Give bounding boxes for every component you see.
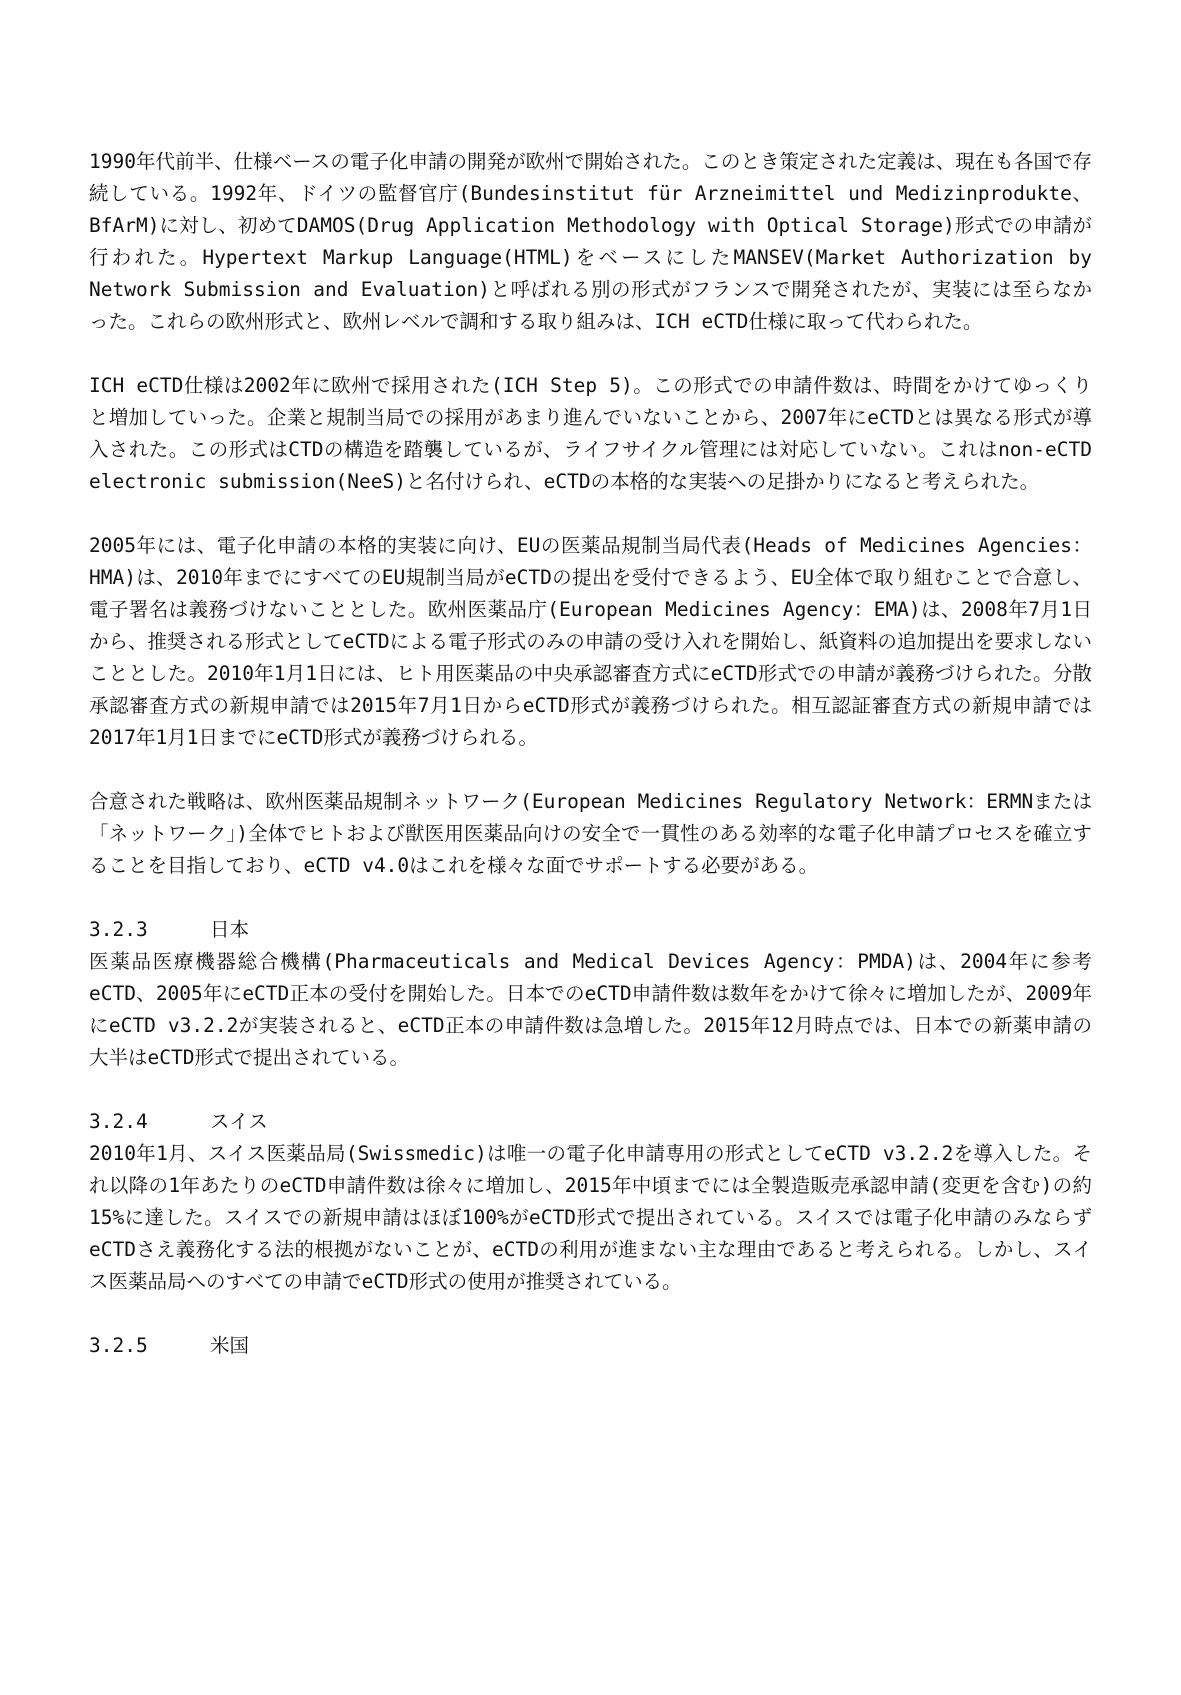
section-number: 3.2.4 [89, 1110, 148, 1133]
section-heading [89, 914, 1092, 946]
paragraph-eu-mandate: 2005年には、電子化申請の本格的実装に向け、EUの医薬品規制当局代表(Heads of Medicines Agencies：HMA)は、2010年までにすべてのEU規制当局がeCTDの提出を受付できるよう、EU全体で取り組むことで合意し、電子署名は義務づけないこととした。欧州医薬品庁(European Medicines Agency：EMA)は、2008年7月1日から、推奨される形式としてeCTDによる電子形式のみの申請の受け入れを開始し、紙資料の追加提出を要求しないこととした。2010年1月1日には、ヒト用医薬品の中央承認審査方式にeCTD形式での申請が義務づけられた。分散承認審査方式の新規申請では2015年7月1日からeCTD形式が義務づけられた。相互認証審査方式の新規申請では2017年1月1日までにeCTD形式が義務づけられる。 [89, 534, 1092, 749]
section-title: 米国 [210, 1334, 250, 1357]
section-heading [89, 1106, 1092, 1138]
section-number: 3.2.5 [89, 1334, 148, 1357]
section-body: 医薬品医療機器総合機構(Pharmaceuticals and Medical Devices Agency：PMDA)は、2004年に参考eCTD、2005年にeCTD正本の受付を開始した。日本でのeCTD申請件数は数年をかけて徐々に増加したが、2009年にeCTD v3.2.2が実装されると、eCTD正本の申請件数は急増した。2015年12月時点では、日本での新薬申請の大半はeCTD形式で提出されている。 [89, 950, 1092, 1069]
section-body: 2010年1月、スイス医薬品局(Swissmedic)は唯一の電子化申請専用の形式としてeCTD v3.2.2を導入した。それ以降の1年あたりのeCTD申請件数は徐々に増加し、2015年中頃までには全製造販売承認申請(変更を含む)の約15%に達した。スイスでの新規申請はほぼ100%がeCTD形式で提出されている。スイスでは電子化申請のみならずeCTDさえ義務化する法的根拠がないことが、eCTDの利用が進まない主な理由であると考えられる。しかし、スイス医薬品局へのすべての申請でeCTD形式の使用が推奨されている。 [89, 1142, 1093, 1293]
section-number: 3.2.3 [89, 918, 148, 941]
section-title: スイス [210, 1110, 268, 1133]
section-switzerland [89, 1106, 1092, 1298]
section-united-states [89, 1330, 1092, 1362]
section-title: 日本 [210, 918, 250, 941]
section-japan [89, 914, 1092, 1074]
section-heading [89, 1330, 1092, 1362]
paragraph-europe-history: 1990年代前半、仕様ベースの電子化申請の開発が欧州で開始された。このとき策定された定義は、現在も各国で存続している。1992年、ドイツの監督官庁(Bundesinstitut für Arzneimittel und Medizinprodukte、BfArM)に対し、初めてDAMOS(Drug Application Methodology with Optical Storage)形式での申請が行われた。Hypertext Markup Language(HTML)をベースにしたMANSEV(Market Authorization by Network Submission and Evaluation)と呼ばれる別の形式がフランスで開発されたが、実装には至らなかった。これらの欧州形式と、欧州レベルで調和する取り組みは、ICH eCTD仕様に取って代わられた。 [89, 150, 1092, 333]
paragraph-ermn-strategy: 合意された戦略は、欧州医薬品規制ネットワーク(European Medicines Regulatory Network：ERMNまたは「ネットワーク」)全体でヒトおよび獣医用医薬品向けの安全で一貫性のある効率的な電子化申請プロセスを確立することを目指しており、eCTD v4.0はこれを様々な面でサポートする必要がある。 [89, 790, 1092, 877]
paragraph-ich-ectd-adoption: ICH eCTD仕様は2002年に欧州で採用された(ICH Step 5)。この形式での申請件数は、時間をかけてゆっくりと増加していった。企業と規制当局での採用があまり進んでいないことから、2007年にeCTDとは異なる形式が導入された。この形式はCTDの構造を踏襲しているが、ライフサイクル管理には対応していない。これはnon-eCTD electronic submission(NeeS)と名付けられ、eCTDの本格的な実装への足掛かりになると考えられた。 [89, 374, 1092, 493]
document-body [89, 146, 1092, 1394]
